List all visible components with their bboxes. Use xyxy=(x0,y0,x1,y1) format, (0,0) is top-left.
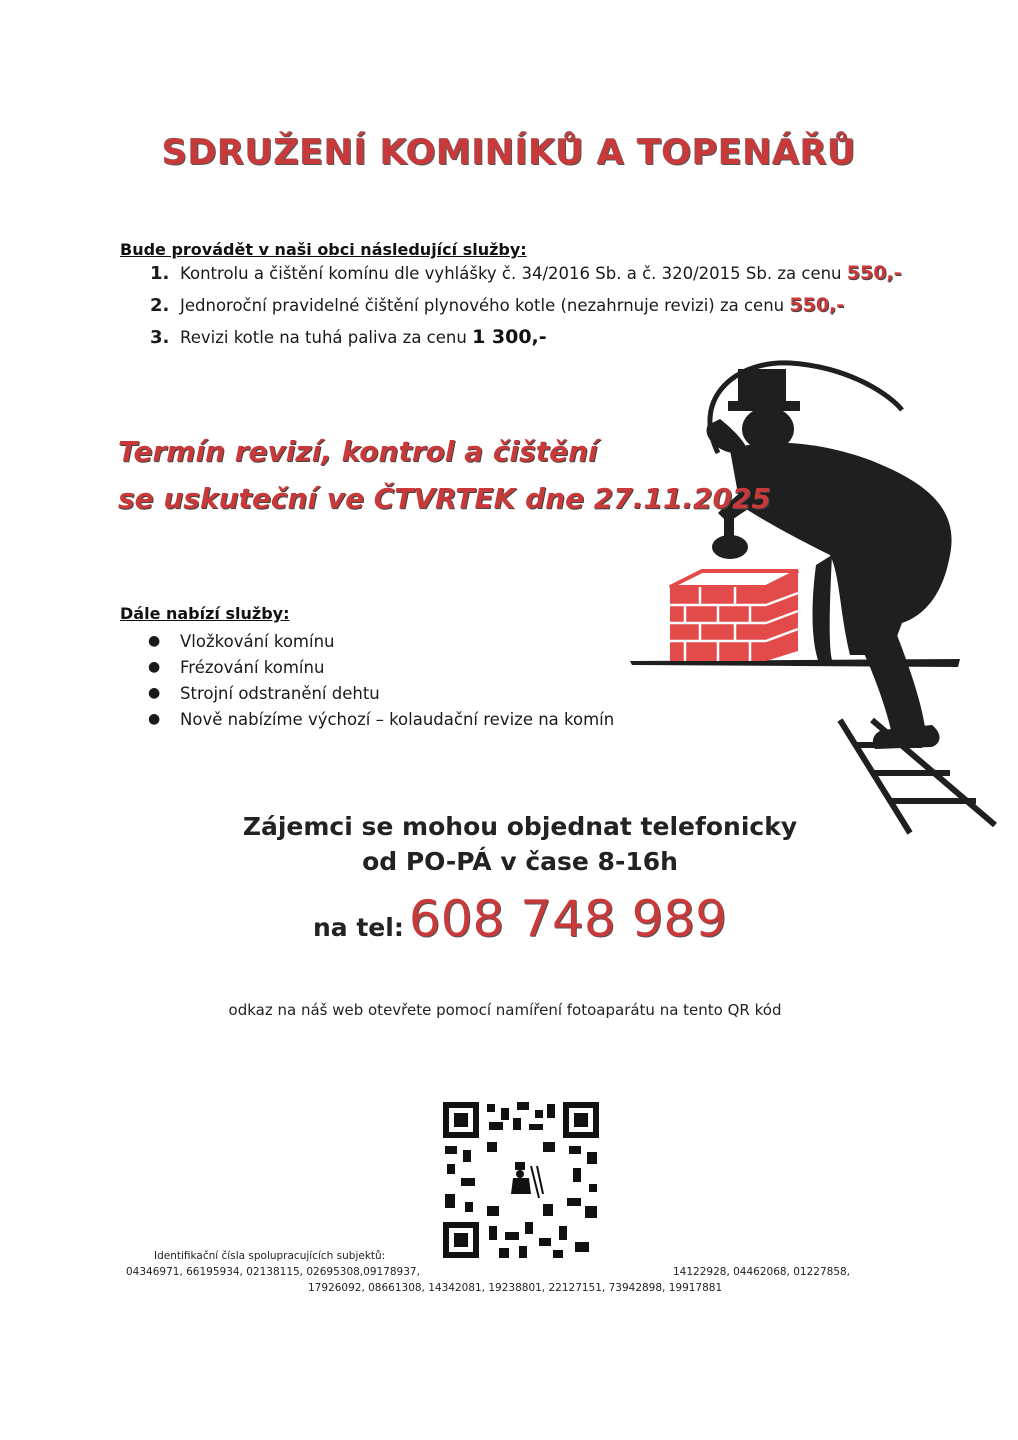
services-list xyxy=(150,262,910,358)
service-item xyxy=(150,262,910,294)
bullet-icon: ● xyxy=(148,711,161,727)
extra-services-heading: Dále nabízí služby: xyxy=(120,604,290,623)
contact-line-2: od PO-PÁ v čase 8-16h xyxy=(362,847,678,876)
service-text: Jednoroční pravidelné čištění plynového kotle (nezahrnuje revizi) za cenu xyxy=(180,296,785,315)
list-item-text: Vložkování komínu xyxy=(180,631,335,651)
contact-line-1: Zájemci se mohou objednat telefonicky xyxy=(242,812,798,841)
phone-label: na tel: xyxy=(312,913,404,942)
ids-left: 04346971, 66195934, 02138115, 02695308,09178937, xyxy=(126,1266,420,1278)
service-number: 3. xyxy=(150,327,170,348)
date-line-2: se uskuteční ve ČTVRTEK dne 27.11.2025 xyxy=(118,482,771,515)
chimney-sweep-icon xyxy=(707,363,952,749)
list-item-text: Nově nabízíme výchozí – kolaudační revize na komín xyxy=(180,709,615,729)
service-text: Kontrolu a čištění komínu dle vyhlášky č. 34/2016 Sb. a č. 320/2015 Sb. za cenu xyxy=(180,264,842,283)
service-text: Revizi kotle na tuhá paliva za cenu xyxy=(180,328,467,347)
chimney-sweep-illustration xyxy=(620,355,1000,835)
list-item xyxy=(148,680,668,706)
service-price: 550,- xyxy=(846,262,902,284)
list-item-text: Frézování komínu xyxy=(180,657,325,677)
extra-services-list xyxy=(148,628,668,732)
list-item xyxy=(148,628,668,654)
qr-note: odkaz na náš web otevřete pomocí namíření fotoaparátu na tento QR kód xyxy=(228,1001,782,1019)
qr-code-icon[interactable] xyxy=(443,1102,599,1258)
phone-row xyxy=(0,890,1018,948)
service-price: 550,- xyxy=(789,294,845,316)
phone-number: 608 748 989 xyxy=(408,890,728,948)
bullet-icon: ● xyxy=(148,659,161,675)
service-price: 1 300,- xyxy=(472,326,547,348)
bullet-icon: ● xyxy=(148,633,161,649)
page-title: SDRUŽENÍ KOMINÍKŮ A TOPENÁŘŮ xyxy=(161,133,857,173)
ids-right: 14122928, 04462068, 01227858, xyxy=(673,1266,851,1278)
service-number: 1. xyxy=(150,263,170,284)
ids-heading: Identifikační čísla spolupracujících subjektů: xyxy=(154,1250,386,1262)
date-line-1: Termín revizí, kontrol a čištění xyxy=(118,435,598,468)
service-item xyxy=(150,294,910,326)
list-item-text: Strojní odstranění dehtu xyxy=(180,683,380,703)
service-number: 2. xyxy=(150,295,170,316)
chimney-icon xyxy=(670,571,798,661)
list-item xyxy=(148,654,668,680)
services-heading: Bude provádět v naši obci následující služby: xyxy=(120,240,527,259)
service-item xyxy=(150,326,910,358)
ids-bottom: 17926092, 08661308, 14342081, 19238801, 22127151, 73942898, 19917881 xyxy=(308,1282,723,1294)
bullet-icon: ● xyxy=(148,685,161,701)
list-item xyxy=(148,706,668,732)
